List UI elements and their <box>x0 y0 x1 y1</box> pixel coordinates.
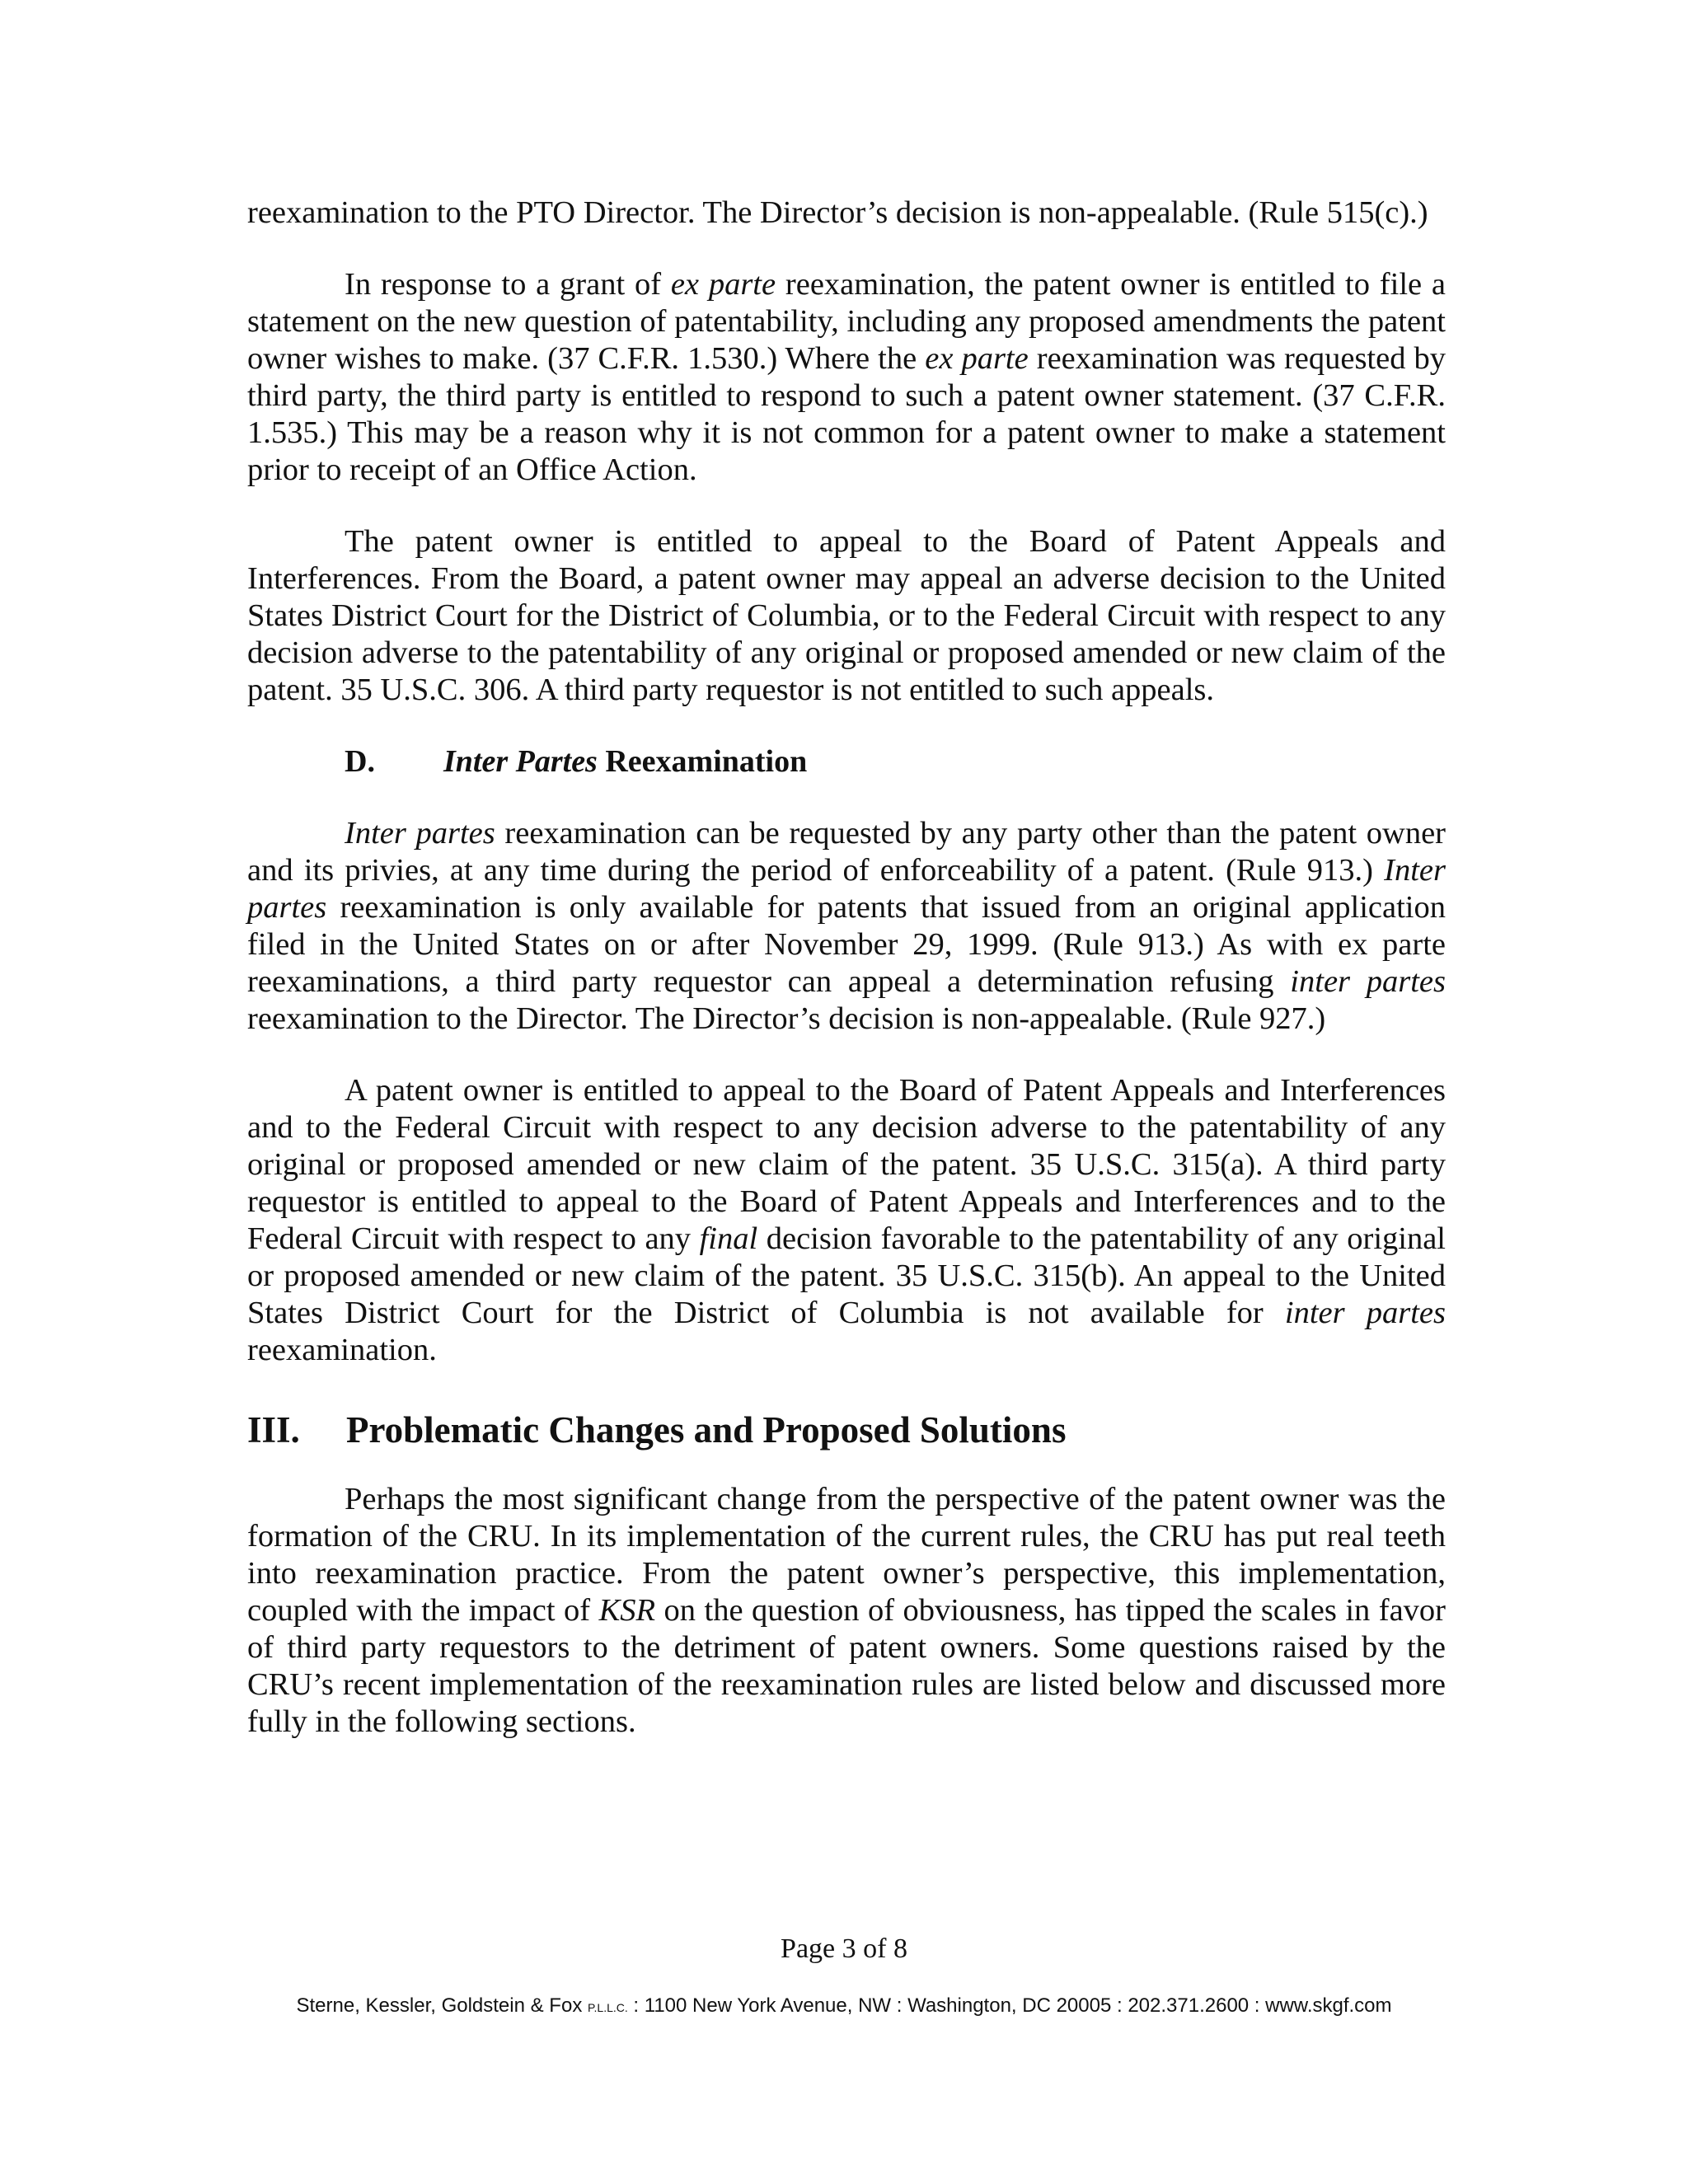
document-body <box>247 194 1446 1775</box>
paragraph-continuation: reexamination to the PTO Director. The Director’s decision is non-appealable. (Rule 515(c).) <box>247 195 1428 230</box>
paragraph-ex-parte-response: In response to a grant of ex parte reexamination, the patent owner is entitled to file a statement on the new question of patentability, including any proposed amendments the patent owner wishes to make. (37 C.F.R. 1.530.) Where the ex parte reexamination was requested by third party, the third party is entitled to respond to such a patent owner statement. (37 C.F.R. 1.535.) This may be a reason why it is not common for a patent owner to make a statement prior to receipt of an Office Action. <box>247 267 1447 487</box>
paragraph-inter-partes-appeal: A patent owner is entitled to appeal to the Board of Patent Appeals and Interferences and to the Federal Circuit with respect to any decision adverse to the patentability of any original or proposed amended or new claim of the patent. 35 U.S.C. 315(a). A third party requestor is entitled to appeal to the Board of Patent Appeals and Interferences and to the Federal Circuit with respect to any final decision favorable to the patentability of any original or proposed amended or new claim of the patent. 35 U.S.C. 315(b). An appeal to the United States District Court for the District of Columbia is not available for inter partes reexamination. <box>247 1073 1446 1367</box>
firm-footer: Sterne, Kessler, Goldstein & Fox P.L.L.C. : 1100 New York Avenue, NW : Washington, DC 20005 : 202.371.2600 : www.skgf.com <box>296 1994 1392 2017</box>
paragraph-patent-owner-appeal: The patent owner is entitled to appeal to the Board of Patent Appeals and Interferences. From the Board, a patent owner may appeal an adverse decision to the United States District Court for the District of Columbia, or to the Federal Circuit with respect to any decision adverse to the patentability of any original or proposed amended or new claim of the patent. 35 U.S.C. 306. A third party requestor is not entitled to such appeals. <box>247 524 1446 707</box>
section-heading-iii: III. Problematic Changes and Proposed Solutions <box>247 1409 1067 1451</box>
page-number: Page 3 of 8 <box>781 1933 907 1964</box>
subheading-inter-partes: D. Inter Partes Reexamination <box>345 744 808 779</box>
paragraph-cru-formation: Perhaps the most significant change from the perspective of the patent owner was the formation of the CRU. In its implementation of the current rules, the CRU has put real teeth into reexamination practice. From the patent owner’s perspective, this implementation, coupled with the impact of KSR on the question of obviousness, has tipped the scales in favor of third party requestors to the detriment of patent owners. Some questions raised by the CRU’s recent implementation of the reexamination rules are listed below and discussed more fully in the following sections. <box>247 1482 1446 1739</box>
paragraph-inter-partes-request: Inter partes reexamination can be requested by any party other than the patent owner and its privies, at any time during the period of enforceability of a patent. (Rule 913.) Inter partes reexamination is only available for patents that issued from an original application filed in the United States on or after November 29, 1999. (Rule 913.) As with ex parte reexaminations, a third party requestor can appeal a determination refusing inter partes reexamination to the Director. The Director’s decision is non-appealable. (Rule 927.) <box>247 816 1446 1036</box>
